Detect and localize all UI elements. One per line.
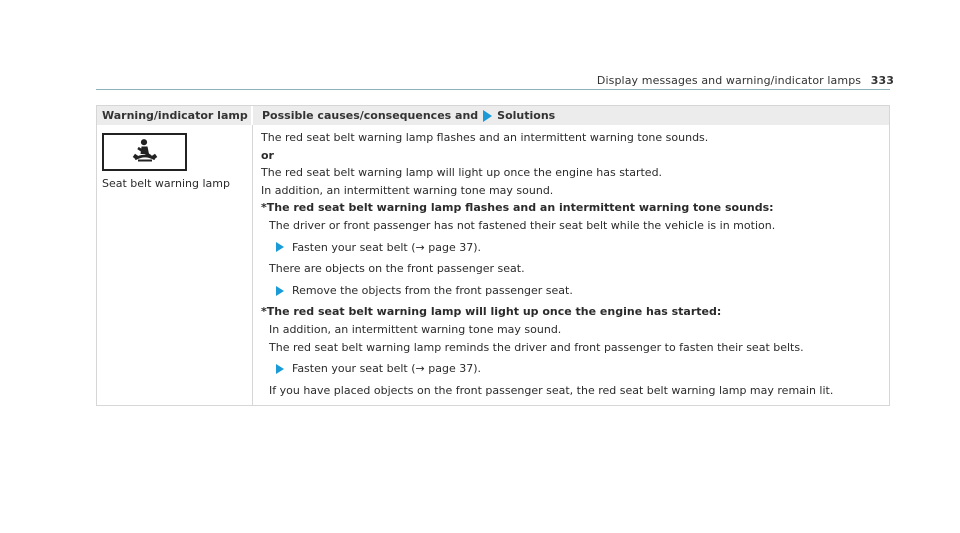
action-text: Fasten your seat belt (→ page 37). [292, 240, 481, 254]
header-rule [96, 89, 890, 90]
cause-text: The driver or front passenger has not fastened their seat belt while the vehicle is in motion. [269, 218, 776, 232]
action-arrow-icon [276, 364, 284, 374]
or-label: or [261, 148, 274, 162]
cause-text: The red seat belt warning lamp reminds the driver and front passenger to fasten their seat belts. [269, 340, 804, 354]
section-title: Display messages and warning/indicator lamps [596, 74, 862, 87]
cause-text: There are objects on the front passenger seat. [269, 262, 525, 276]
seat-belt-icon-graphic [129, 139, 161, 165]
cause-line: The red seat belt warning lamp flashes and an intermittent warning tone sounds. [261, 131, 709, 144]
cause-heading-2: *The red seat belt warning lamp will light up once the engine has started: [261, 305, 722, 319]
seat-belt-icon [102, 133, 187, 171]
action-item [261, 239, 889, 257]
cause-text: If you have placed objects on the front passenger seat, the red seat belt warning lamp may remain lit. [269, 383, 834, 397]
action-item [261, 360, 889, 378]
cause-text: In addition, an intermittent warning tone may sound. [269, 322, 562, 336]
table-header [97, 106, 889, 125]
cause-line: The red seat belt warning lamp will light up once the engine has started. [261, 166, 663, 180]
lamp-cell [97, 125, 253, 405]
col-header-causes [253, 106, 889, 125]
action-arrow-icon [276, 242, 284, 252]
solutions-arrow-icon [483, 110, 492, 122]
col-header-solutions-label: Solutions [497, 109, 556, 122]
action-arrow-icon [276, 286, 284, 296]
causes-cell [253, 125, 889, 405]
cause-line: In addition, an intermittent warning tone may sound. [261, 183, 554, 197]
running-head [597, 74, 894, 87]
page-number: 333 [870, 74, 894, 87]
col-header-lamp: Warning/indicator lamp [97, 106, 253, 125]
warning-lamp-table [96, 105, 890, 406]
action-text: Fasten your seat belt (→ page 37). [292, 362, 481, 376]
action-item [261, 282, 889, 300]
action-text: Remove the objects from the front passenger seat. [292, 283, 573, 297]
col-header-causes-label: Possible causes/consequences and [262, 109, 479, 122]
table-row [97, 125, 889, 405]
cause-heading-1: *The red seat belt warning lamp flashes and an intermittent warning tone sounds: [261, 201, 774, 215]
lamp-label: Seat belt warning lamp [102, 177, 230, 190]
